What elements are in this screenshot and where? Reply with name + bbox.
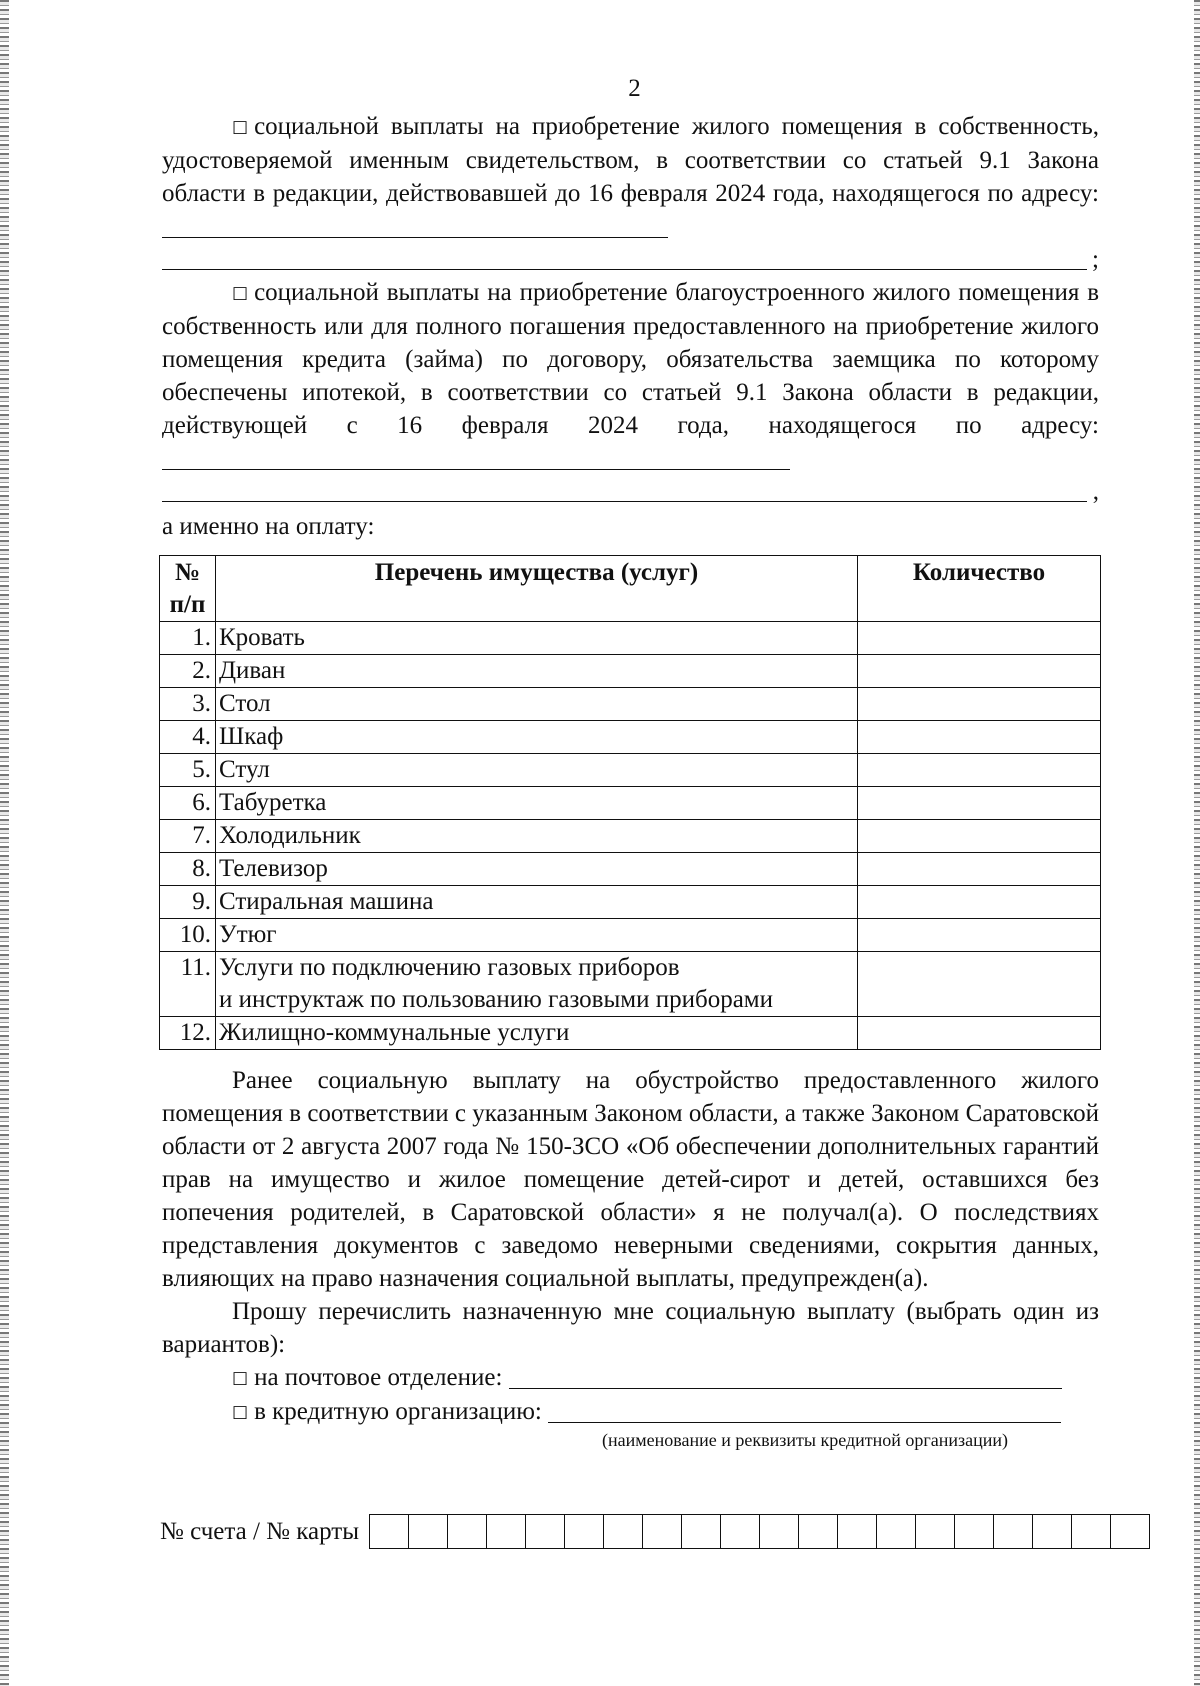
row-item-text: Стол xyxy=(219,690,271,717)
row-number: 4. xyxy=(160,721,216,754)
account-digit-cell[interactable] xyxy=(1072,1515,1111,1548)
account-digit-cell[interactable] xyxy=(565,1515,604,1548)
account-digit-cell[interactable] xyxy=(877,1515,916,1548)
option-paragraph-2 xyxy=(162,276,1099,475)
row-number: 12. xyxy=(160,1017,216,1050)
account-digit-cell[interactable] xyxy=(604,1515,643,1548)
row-item xyxy=(216,1017,858,1050)
row-item-text: Диван xyxy=(219,657,286,684)
account-digit-cell[interactable] xyxy=(721,1515,760,1548)
header-num: № п/п xyxy=(160,556,216,622)
account-digit-cell[interactable] xyxy=(760,1515,799,1548)
row-item xyxy=(216,688,858,721)
account-digit-cell[interactable] xyxy=(409,1515,448,1548)
row-number: 3. xyxy=(160,688,216,721)
account-label: № счета / № карты xyxy=(160,1517,359,1545)
account-digit-cell[interactable] xyxy=(682,1515,721,1548)
row-item-text: Кровать xyxy=(219,624,305,651)
row-quantity-cell[interactable] xyxy=(858,688,1101,721)
account-digit-cell[interactable] xyxy=(487,1515,526,1548)
row-item-text: Телевизор xyxy=(219,855,328,882)
row-item xyxy=(216,622,858,655)
row-quantity-cell[interactable] xyxy=(858,655,1101,688)
row-quantity-cell[interactable] xyxy=(858,952,1101,1017)
items-table xyxy=(159,555,1101,1050)
account-digit-cell[interactable] xyxy=(1111,1515,1149,1548)
row-quantity-cell[interactable] xyxy=(858,886,1101,919)
account-digit-cell[interactable] xyxy=(994,1515,1033,1548)
bank-field-caption: (наименование и реквизиты кредитной организации) xyxy=(602,1430,1009,1450)
row-item-text: Холодильник xyxy=(219,822,361,849)
table-row xyxy=(160,655,1101,688)
row-number: 8. xyxy=(160,853,216,886)
option-post xyxy=(232,1361,1099,1395)
row-number: 7. xyxy=(160,820,216,853)
bank-field[interactable] xyxy=(548,1398,1061,1423)
row-number: 2. xyxy=(160,655,216,688)
account-digit-cell[interactable] xyxy=(838,1515,877,1548)
table-row xyxy=(160,820,1101,853)
row-item-text: Табуретка xyxy=(219,789,327,816)
table-row xyxy=(160,1017,1101,1050)
post-office-field[interactable] xyxy=(509,1364,1062,1389)
row-item-text-continued: и инструктаж по пользованию газовыми приборами xyxy=(219,986,773,1013)
table-row xyxy=(160,688,1101,721)
row-item xyxy=(216,919,858,952)
option-bank xyxy=(232,1395,1099,1429)
payment-intro: а именно на оплату: xyxy=(162,513,375,540)
checkbox-icon[interactable]: □ xyxy=(232,1368,249,1388)
option-bank-label: в кредитную организацию: xyxy=(254,1398,542,1425)
option-post-label: на почтовое отделение: xyxy=(254,1364,503,1391)
row-quantity-cell[interactable] xyxy=(858,853,1101,886)
row-item xyxy=(216,787,858,820)
account-digit-cell[interactable] xyxy=(955,1515,994,1548)
row-item xyxy=(216,820,858,853)
account-digit-cell[interactable] xyxy=(1033,1515,1072,1548)
row-item-text: Стиральная машина xyxy=(219,888,434,915)
header-qty: Количество xyxy=(858,556,1101,622)
row-item xyxy=(216,721,858,754)
row-quantity-cell[interactable] xyxy=(858,754,1101,787)
table-row xyxy=(160,754,1101,787)
row-item-text: Услуги по подключению газовых приборов xyxy=(219,954,680,981)
row-number: 1. xyxy=(160,622,216,655)
row-item xyxy=(216,886,858,919)
row-item-text: Жилищно-коммунальные услуги xyxy=(219,1019,570,1046)
checkbox-icon[interactable]: □ xyxy=(232,1402,249,1422)
account-digit-cell[interactable] xyxy=(916,1515,955,1548)
declaration-paragraph: Ранее социальную выплату на обустройство предоставленного жилого помещения в соответствии с указанным Законом области, а также Законом Саратовской области от 2 августа 2007 года № 150-ЗСО «Об обеспечении дополнительных гарантий прав на имущество и жилое помещение детей-сирот и детей, оставшихся без попечения родителей, в Саратовской области» я не получал(а). О последствиях представления документов с заведомо неверными сведениями, сокрытия данных, влияющих на право назначения социальной выплаты, предупрежден(а). xyxy=(162,1067,1099,1292)
page-number: 2 xyxy=(628,75,641,102)
account-number-row xyxy=(160,1514,1150,1549)
table-header-row xyxy=(160,556,1101,622)
row-item-text: Стул xyxy=(219,756,270,783)
account-digit-cell[interactable] xyxy=(643,1515,682,1548)
scan-left-edge xyxy=(0,0,9,1686)
address-field-1[interactable] xyxy=(162,213,668,238)
account-digit-cell[interactable] xyxy=(526,1515,565,1548)
row-number: 10. xyxy=(160,919,216,952)
address-field-2[interactable] xyxy=(162,445,790,470)
address-field-1-continuation[interactable]: ; xyxy=(162,243,1099,276)
table-row xyxy=(160,919,1101,952)
option-1-text: социальной выплаты на приобретение жилого помещения в собственность, удостоверяемой именным свидетельством, в соответствии со статьей 9.1 Закона области в редакции, действовавшей до 16 февраля 2024 года, находящегося по адресу: xyxy=(162,113,1099,207)
table-row xyxy=(160,721,1101,754)
row-item-text: Шкаф xyxy=(219,723,284,750)
row-number: 5. xyxy=(160,754,216,787)
row-item xyxy=(216,655,858,688)
checkbox-icon[interactable]: □ xyxy=(232,117,249,137)
row-quantity-cell[interactable] xyxy=(858,622,1101,655)
row-number: 6. xyxy=(160,787,216,820)
row-number: 9. xyxy=(160,886,216,919)
row-item xyxy=(216,952,858,1017)
row-item xyxy=(216,853,858,886)
address-field-2-continuation[interactable]: , xyxy=(162,475,1099,508)
account-number-cells xyxy=(369,1514,1150,1549)
option-paragraph-1 xyxy=(162,110,1099,243)
table-row xyxy=(160,886,1101,919)
account-digit-cell[interactable] xyxy=(799,1515,838,1548)
row-number: 11. xyxy=(160,952,216,1017)
row-item xyxy=(216,754,858,787)
option-2-text: социальной выплаты на приобретение благоустроенного жилого помещения в собственность или для полного погашения предоставленного на приобретение жилого помещения кредита (займа) по договору, обязательства заемщика по которому обеспечены ипотекой, в соответствии со статьей 9.1 Закона области в редакции, действующей с 16 февраля 2024 года, находящегося по адресу: xyxy=(162,279,1099,439)
row-quantity-cell[interactable] xyxy=(858,919,1101,952)
row-quantity-cell[interactable] xyxy=(858,721,1101,754)
header-item: Перечень имущества (услуг) xyxy=(216,556,858,622)
table-row xyxy=(160,853,1101,886)
transfer-request-paragraph: Прошу перечислить назначенную мне социальную выплату (выбрать один из вариантов): xyxy=(162,1298,1099,1358)
row-quantity-cell[interactable] xyxy=(858,1017,1101,1050)
row-item-text: Утюг xyxy=(219,921,277,948)
account-digit-cell[interactable] xyxy=(370,1515,409,1548)
document-page xyxy=(162,72,1099,1451)
checkbox-icon[interactable]: □ xyxy=(232,283,249,303)
table-row xyxy=(160,622,1101,655)
scan-right-edge xyxy=(1194,0,1200,1686)
row-quantity-cell[interactable] xyxy=(858,787,1101,820)
account-digit-cell[interactable] xyxy=(448,1515,487,1548)
row-quantity-cell[interactable] xyxy=(858,820,1101,853)
table-row xyxy=(160,952,1101,1017)
table-row xyxy=(160,787,1101,820)
